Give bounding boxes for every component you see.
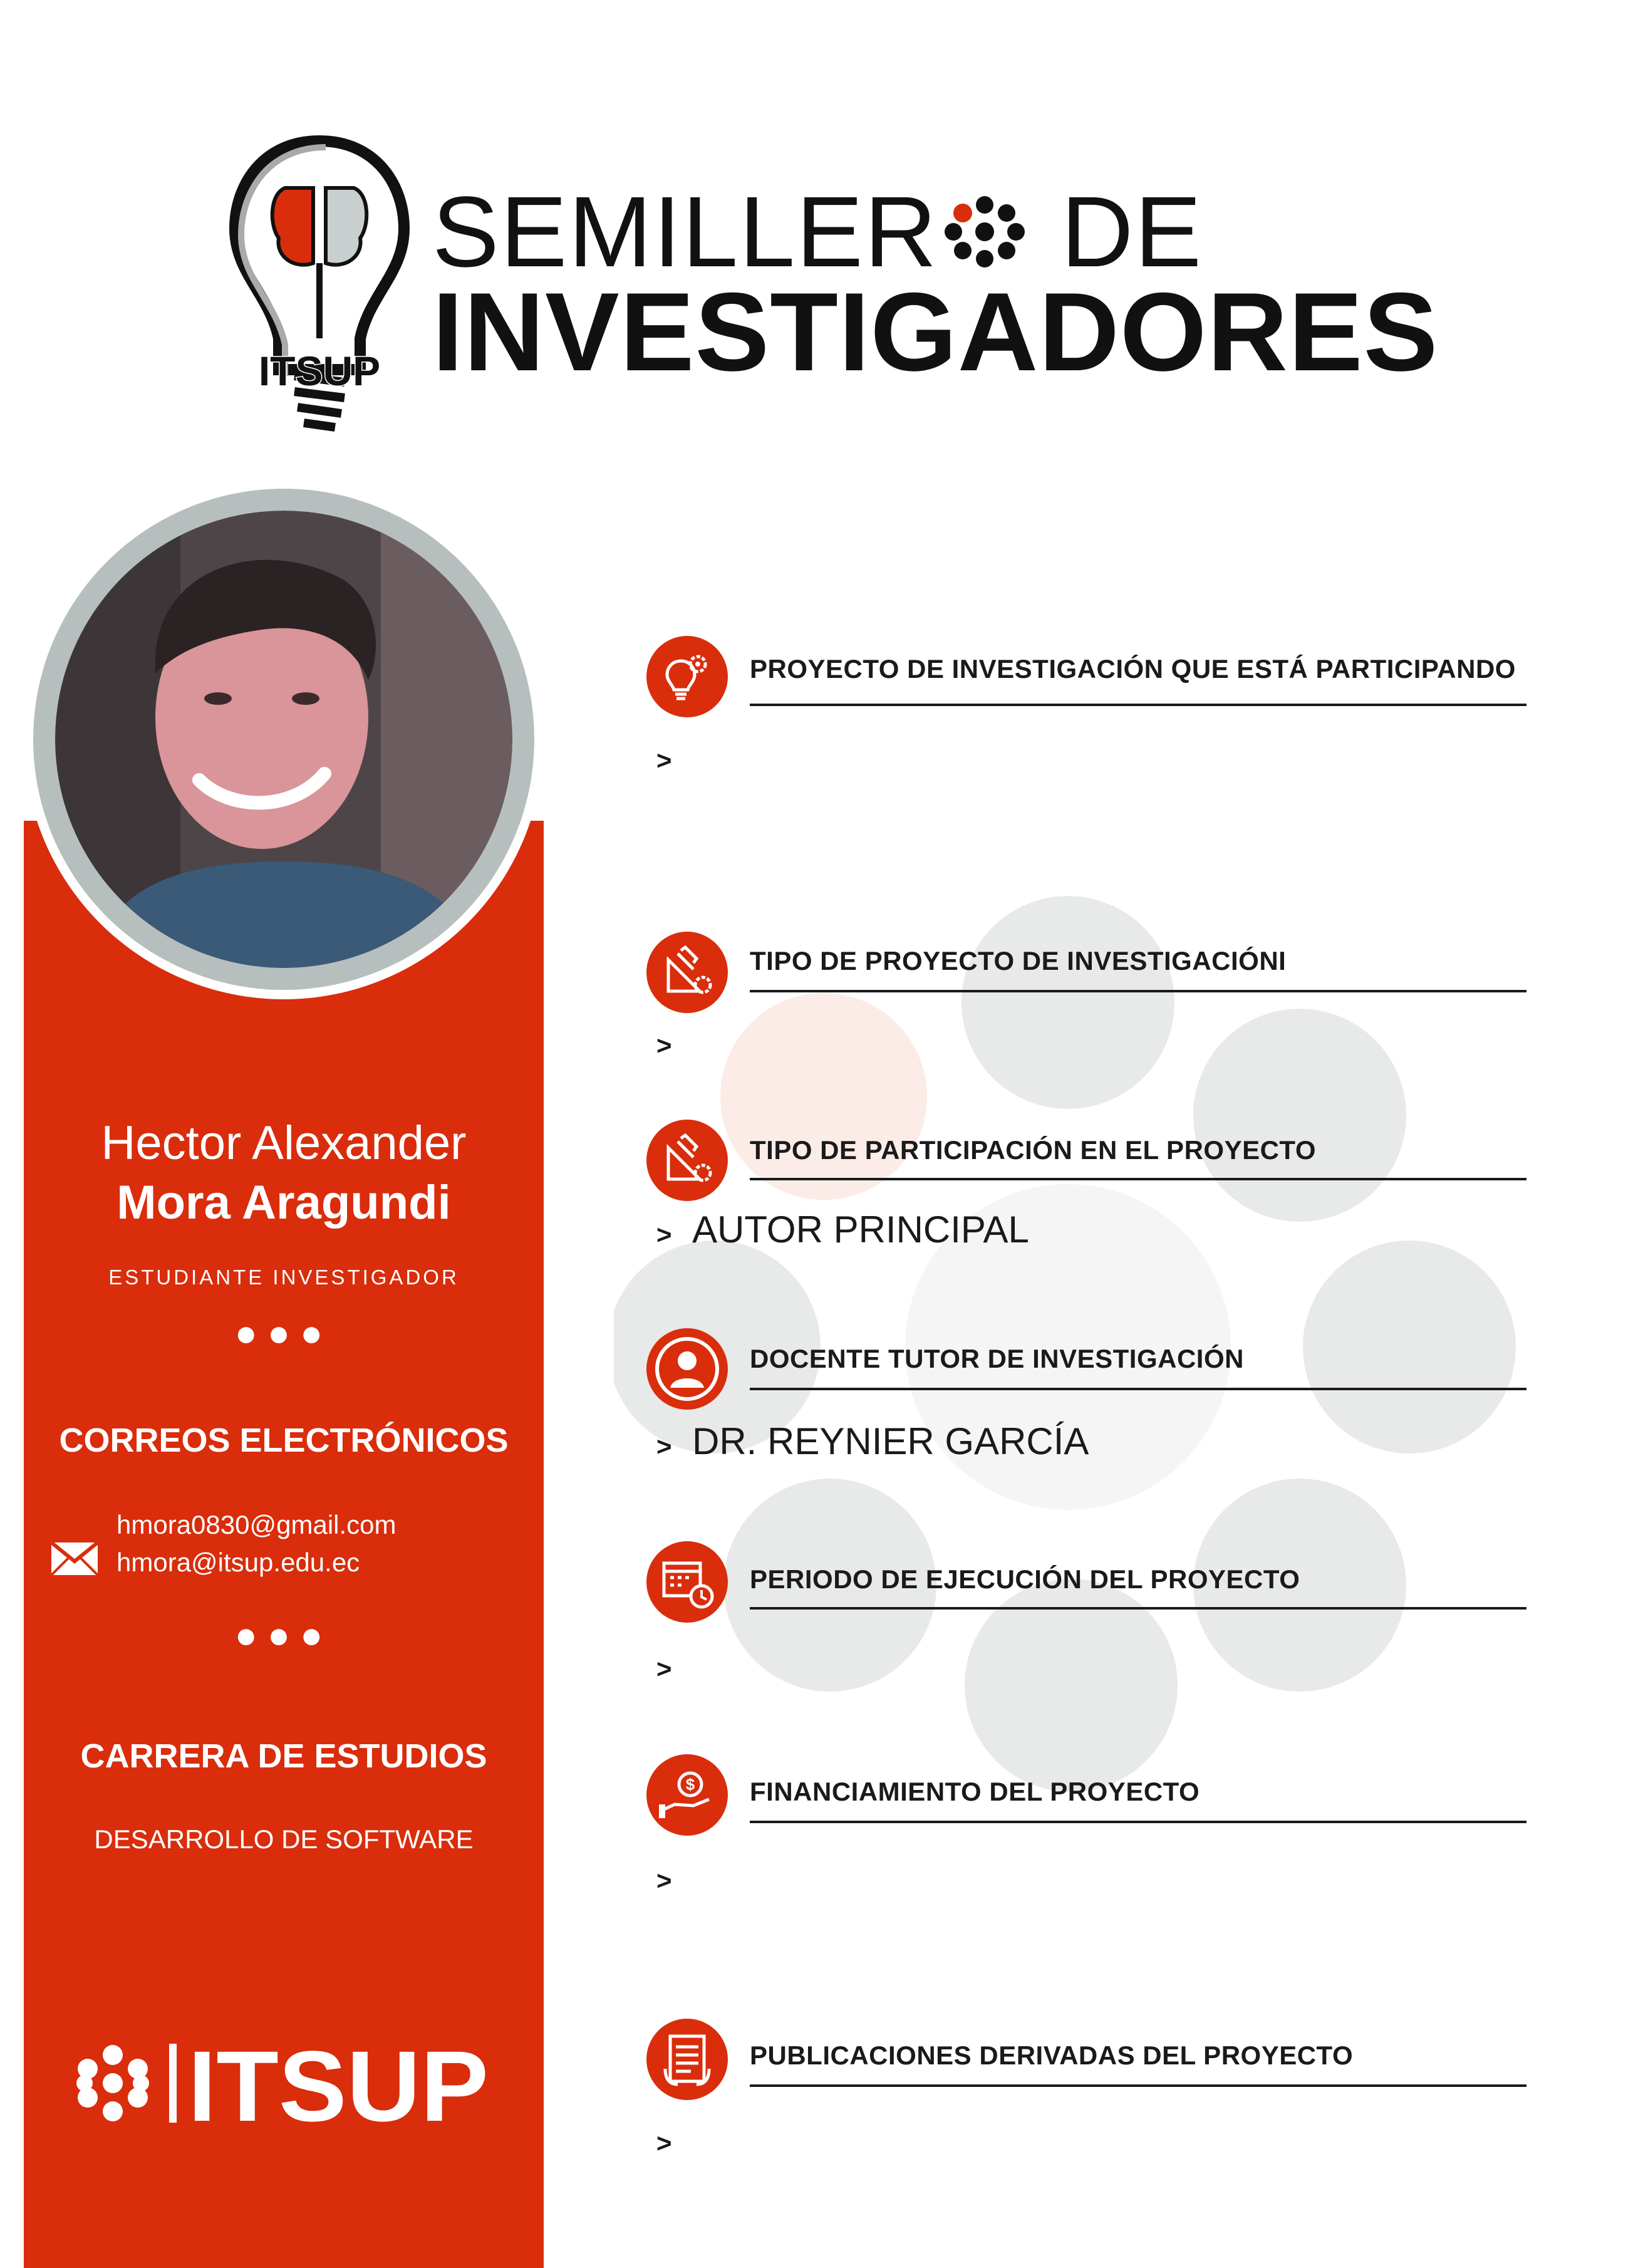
header-title-part1: SEMILLER [432,175,938,288]
bulb-logo [225,132,413,457]
lightbulb-gear-icon [646,636,728,717]
footer-logo-text: ITSUP [188,2036,489,2130]
section-label: TIPO DE PARTICIPACIÓN EN EL PROYECTO [750,1135,1316,1165]
profile-photo [55,511,512,968]
bullet-arrow: > [656,1031,672,1060]
career-value: DESARROLLO DE SOFTWARE [94,1824,474,1854]
header-title-line2: INVESTIGADORES [432,269,1439,394]
itsup-footer-logo [69,2036,495,2130]
bullet-arrow: > [656,1220,672,1249]
dots-divider-2: ●●● [234,1614,333,1656]
bullet-arrow: > [656,1654,672,1683]
calendar-clock-icon [646,1541,728,1623]
section-value: AUTOR PRINCIPAL [692,1209,1029,1251]
section-label: PUBLICACIONES DERIVADAS DEL PROYECTO [750,2041,1354,2070]
profile-role: ESTUDIANTE INVESTIGADOR [108,1266,459,1289]
document-icon [646,2019,728,2100]
section-divider [750,1821,1526,1823]
section-label: TIPO DE PROYECTO DE INVESTIGACIÓNI [750,946,1287,975]
tools-gear-icon [646,932,728,1013]
user-icon [646,1328,728,1410]
section-value: DR. REYNIER GARCÍA [692,1420,1089,1462]
bullet-arrow: > [656,1432,672,1461]
bulb-logo-text: ITSUP [258,348,381,394]
emails-title: CORREOS ELECTRÓNICOS [59,1422,509,1459]
section-divider [750,1388,1526,1390]
header-title-line1 [432,175,1203,288]
section-label: PERIODO DE EJECUCIÓN DEL PROYECTO [750,1564,1300,1594]
profile-first-names: Hector Alexander [101,1116,467,1170]
tools-gear-icon [646,1120,728,1201]
bullet-arrow: > [656,1866,672,1895]
section-label: DOCENTE TUTOR DE INVESTIGACIÓN [750,1344,1244,1373]
email-item[interactable]: hmora0830@gmail.com [117,1510,396,1539]
section-divider [750,704,1526,706]
svg-text:$: $ [685,1775,695,1794]
dots-divider-1: ●●● [234,1312,333,1354]
background-decoration [614,896,1522,1898]
envelope-icon [50,1541,99,1576]
section-label: PROYECTO DE INVESTIGACIÓN QUE ESTÁ PARTICIPANDO [750,654,1516,684]
email-item[interactable]: hmora@itsup.edu.ec [117,1548,360,1577]
career-title: CARRERA DE ESTUDIOS [80,1737,487,1775]
section-divider [750,2084,1526,2087]
bullet-arrow: > [656,746,672,775]
header-title-part2: DE [1060,175,1203,288]
money-hand-icon [646,1754,728,1836]
section-divider [750,990,1526,992]
section-divider [750,1178,1526,1180]
profile-last-names: Mora Aragundi [117,1176,451,1229]
section-label: FINANCIAMIENTO DEL PROYECTO [750,1777,1200,1806]
flower-icon [938,191,1032,273]
section-divider [750,1607,1526,1610]
bullet-arrow: > [656,2128,672,2158]
